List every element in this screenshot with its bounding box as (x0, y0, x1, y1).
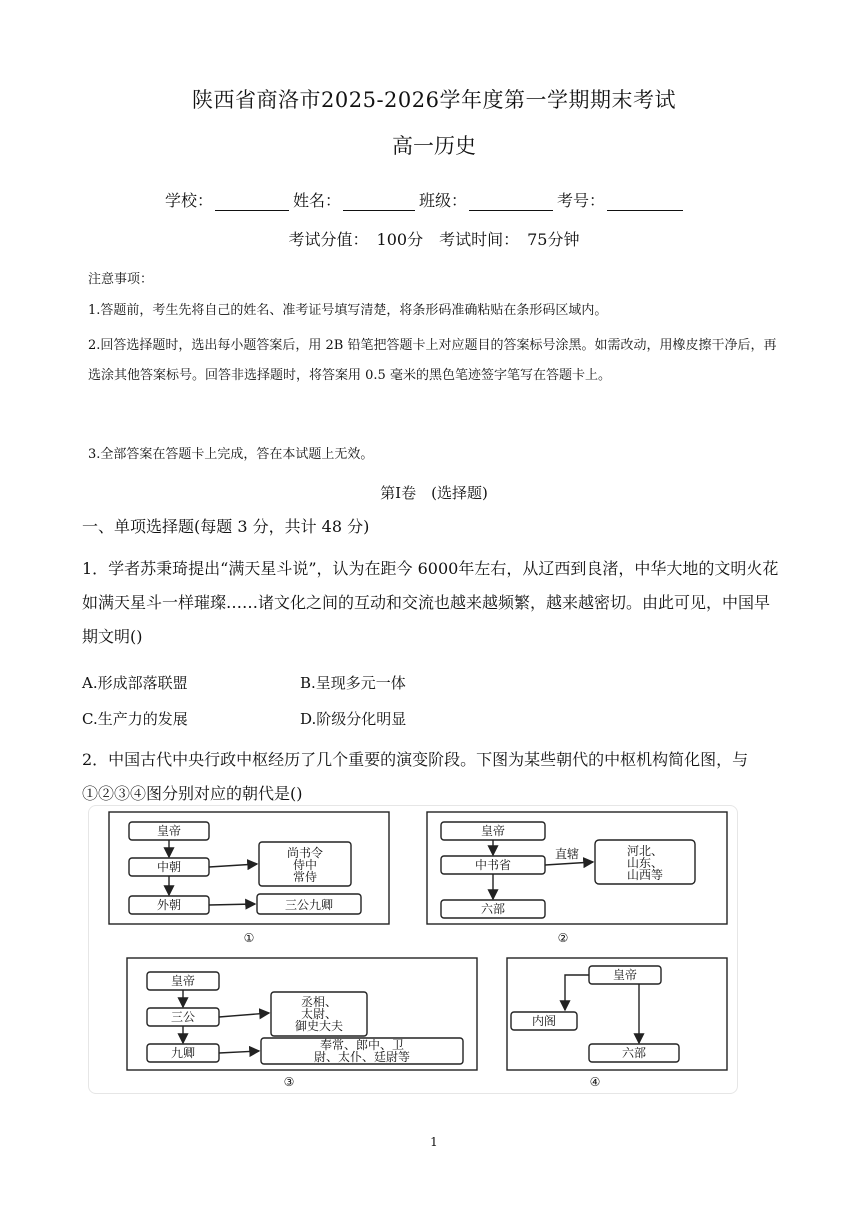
diagram-1-label: ① (243, 931, 255, 945)
diagram-1-outer-court: 外朝 (156, 898, 182, 912)
school-blank[interactable] (215, 192, 289, 211)
page-number: 1 (430, 1135, 438, 1149)
section-title: 第Ⅰ卷 (选择题) (380, 484, 488, 502)
diagram-2-frame (427, 812, 727, 924)
notice-item-3: 3.全部答案在答题卡上完成，答在本试题上无效。 (88, 447, 374, 462)
diagram-2-direct-label: 直辖 (554, 847, 580, 861)
notice-item-2: 2.回答选择题时，选出每小题答案后，用 2B 铅笔把答题卡上对应题目的答案标号涂黑。如需改动，用橡皮擦干净后，再选涂其他答案标号。回答非选择题时，将答案用 0.5 毫米的黑色笔迹签字笔写在答题卡上。 (88, 338, 777, 383)
diagram-4-cabinet: 内阁 (531, 1014, 557, 1028)
diagram-3-label: ③ (283, 1075, 295, 1089)
name-blank[interactable] (343, 192, 415, 211)
exam-title: 陕西省商洛市2025-2026学年度第一学期期末考试 (192, 88, 676, 112)
exam-number-label: 考号： (557, 191, 606, 210)
central-government-diagrams (88, 805, 738, 1094)
score-time-line: 考试分值： 100分 考试时间： 75分钟 (288, 230, 580, 249)
diagram-3-nine-ministers: 九卿 (170, 1046, 196, 1060)
diagram-1-inner-official-1: 尚书令 (286, 846, 324, 860)
class-label: 班级： (419, 191, 468, 210)
diagram-4-label: ④ (589, 1075, 601, 1089)
diagram-3-minister-line-2: 尉、太仆、廷尉等 (313, 1050, 411, 1064)
notice-item-1: 1.答题前，考生先将自己的姓名、准考证号填写清楚，将条形码准确粘贴在条形码区域内。 (88, 303, 608, 318)
diagram-1-inner-court: 中朝 (156, 860, 182, 874)
diagram-4-ministries: 六部 (621, 1046, 647, 1060)
diagram-1-inner-official-3: 常侍 (292, 870, 318, 884)
diagram-2-region-2: 山东、 (626, 856, 664, 870)
q1-option-a[interactable]: A.形成部落联盟 (82, 674, 188, 692)
diagram-1-emperor: 皇帝 (156, 824, 182, 838)
diagram-3-duke-2: 太尉、 (300, 1007, 338, 1021)
school-label: 学校： (165, 191, 214, 210)
q1-option-c[interactable]: C.生产力的发展 (82, 710, 188, 728)
diagram-3-duke-1: 丞相、 (300, 995, 338, 1009)
question-1-stem: 1．学者苏秉琦提出“满天星斗说”，认为在距今 6000年左右，从辽西到良渚，中华大地的文明火花如满天星斗一样璀璨……诸文化之间的互动和交流也越来越频繁，越来越密切。由此可见，中国早期文明() (82, 559, 779, 646)
notice-title: 注意事项： (88, 272, 154, 287)
diagram-3-duke-3: 御史大夫 (294, 1019, 344, 1033)
diagram-2-region-3: 山西等 (626, 868, 664, 882)
diagram-4-emperor: 皇帝 (612, 968, 638, 982)
diagram-2-secretariat: 中书省 (474, 858, 512, 872)
class-blank[interactable] (469, 192, 553, 211)
q1-option-b[interactable]: B.呈现多元一体 (300, 674, 406, 692)
diagram-3-emperor: 皇帝 (170, 974, 196, 988)
diagram-2-ministries: 六部 (480, 902, 506, 916)
diagram-svg (89, 806, 737, 1093)
exam-subject: 高一历史 (392, 134, 476, 158)
exam-number-blank[interactable] (607, 192, 683, 211)
diagram-2-region-1: 河北、 (626, 844, 664, 858)
diagram-3-three-dukes: 三公 (170, 1010, 196, 1024)
name-label: 姓名： (293, 191, 342, 210)
q1-option-d[interactable]: D.阶级分化明显 (300, 710, 407, 728)
question-2-stem: 2．中国古代中央行政中枢经历了几个重要的演变阶段。下图为某些朝代的中枢机构简化图，与①②③④图分别对应的朝代是() (82, 750, 749, 803)
part-title: 一、单项选择题(每题 3 分，共计 48 分) (82, 517, 370, 536)
diagram-2-emperor: 皇帝 (480, 824, 506, 838)
student-info-row (165, 188, 687, 211)
diagram-3-minister-line-1: 奉常、郎中、卫 (319, 1038, 405, 1052)
diagram-1-inner-official-2: 侍中 (292, 858, 318, 872)
diagram-2-label: ② (557, 931, 569, 945)
diagram-1-frame (109, 812, 389, 924)
diagram-1-outer-officials: 三公九卿 (284, 898, 334, 912)
